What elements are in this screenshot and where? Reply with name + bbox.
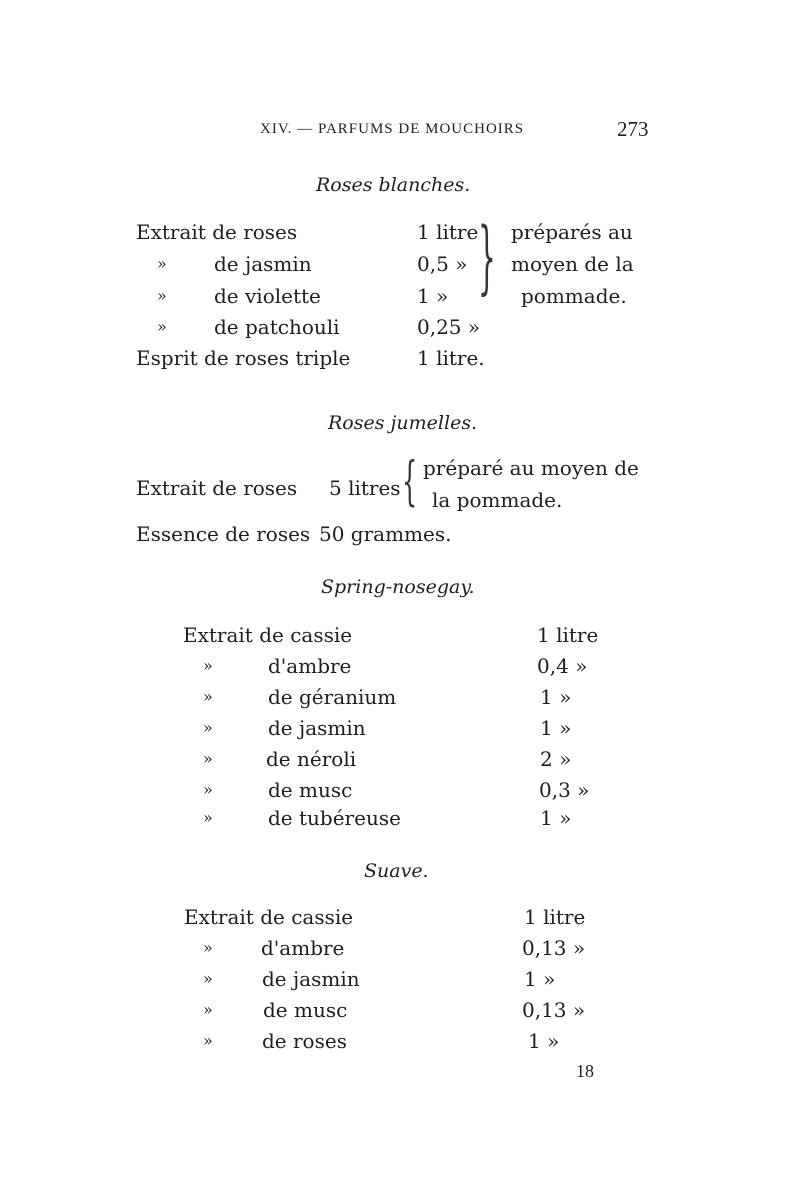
ditto-mark: » xyxy=(157,286,167,305)
ditto-mark: » xyxy=(203,780,213,799)
curly-brace: } xyxy=(478,212,496,304)
ingredient-name: Extrait de cassie xyxy=(183,623,353,647)
ingredient-quantity: 0,13 » xyxy=(522,936,586,960)
ditto-mark: » xyxy=(203,656,213,675)
ingredient-quantity: 1 » xyxy=(524,967,556,991)
ingredient-quantity: 1 » xyxy=(540,806,572,830)
ditto-mark: » xyxy=(203,1000,213,1019)
ingredient-name: de néroli xyxy=(266,747,357,771)
ingredient-name: de musc xyxy=(268,778,353,802)
section-title-roses-blanches: Roses blanches. xyxy=(316,174,471,196)
ingredient-quantity: 2 » xyxy=(540,747,572,771)
ingredient-quantity: 1 litre. xyxy=(417,346,485,370)
ingredient-name: de jasmin xyxy=(214,252,312,276)
ingredient-name: de violette xyxy=(214,284,321,308)
ingredient-name: Extrait de roses xyxy=(136,476,298,500)
ingredient-name: de géranium xyxy=(268,685,397,709)
ingredient-name: Essence de roses xyxy=(136,522,311,546)
ingredient-quantity: 0,13 » xyxy=(522,998,586,1022)
preparation-note: la pommade. xyxy=(432,488,563,512)
ingredient-name: de patchouli xyxy=(214,315,340,339)
ingredient-name: Extrait de roses xyxy=(136,220,298,244)
ingredient-name: de tubéreuse xyxy=(268,806,401,830)
ditto-mark: » xyxy=(203,718,213,737)
running-title: XIV. — PARFUMS DE MOUCHOIRS xyxy=(260,121,525,137)
ingredient-name: de roses xyxy=(262,1029,347,1053)
ingredient-name: d'ambre xyxy=(261,936,345,960)
page-number: 273 xyxy=(617,117,649,141)
ingredient-quantity: 0,4 » xyxy=(537,654,588,678)
ingredient-name: d'ambre xyxy=(268,654,352,678)
preparation-note: préparés au xyxy=(511,220,633,244)
preparation-note: moyen de la xyxy=(511,252,634,276)
section-title-suave: Suave. xyxy=(364,860,429,882)
ingredient-name: de musc xyxy=(263,998,348,1022)
ingredient-name: de jasmin xyxy=(262,967,360,991)
ingredient-quantity: 50 grammes. xyxy=(319,522,452,546)
preparation-note: préparé au moyen de xyxy=(423,456,639,480)
ditto-mark: » xyxy=(203,1031,213,1050)
preparation-note: pommade. xyxy=(521,284,627,308)
ditto-mark: » xyxy=(203,938,213,957)
ditto-mark: » xyxy=(203,969,213,988)
ditto-mark: » xyxy=(203,749,213,768)
signature-mark: 18 xyxy=(576,1061,594,1081)
ingredient-quantity: 0,5 » xyxy=(417,252,468,276)
ingredient-quantity: 1 » xyxy=(417,284,449,308)
ingredient-quantity: 0,3 » xyxy=(539,778,590,802)
ingredient-quantity: 1 litre xyxy=(537,623,599,647)
ingredient-name: Esprit de roses triple xyxy=(136,346,351,370)
ditto-mark: » xyxy=(157,317,167,336)
ingredient-quantity: 1 litre xyxy=(417,220,479,244)
ditto-mark: » xyxy=(157,254,167,273)
ingredient-quantity: 1 litre xyxy=(524,905,586,929)
section-title-roses-jumelles: Roses jumelles. xyxy=(328,412,478,434)
ingredient-quantity: 0,25 » xyxy=(417,315,481,339)
curly-brace: { xyxy=(402,452,418,512)
ditto-mark: » xyxy=(203,808,213,827)
section-title-spring-nosegay: Spring-nosegay. xyxy=(321,576,475,598)
ingredient-quantity: 1 » xyxy=(540,716,572,740)
ingredient-name: Extrait de cassie xyxy=(184,905,354,929)
ditto-mark: » xyxy=(203,687,213,706)
ingredient-quantity: 1 » xyxy=(540,685,572,709)
ingredient-quantity: 5 litres xyxy=(329,476,401,500)
ingredient-quantity: 1 » xyxy=(528,1029,560,1053)
ingredient-name: de jasmin xyxy=(268,716,366,740)
